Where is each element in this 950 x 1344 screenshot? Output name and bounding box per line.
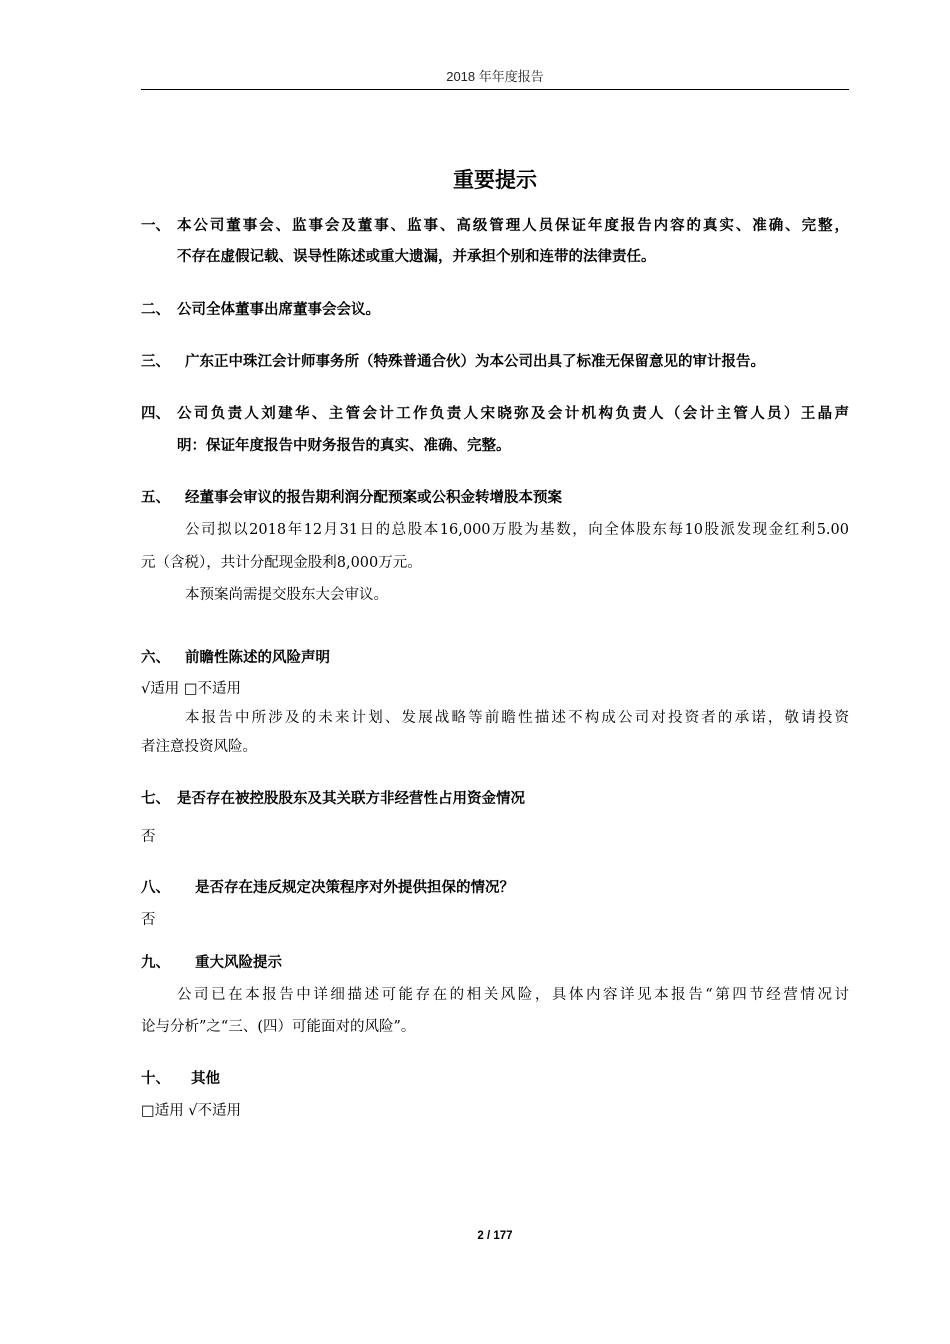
item-7-heading: 是否存在被控股股东及其关联方非经营性占用资金情况 <box>177 791 525 807</box>
item-6-body-line1: 本报告中所涉及的未来计划、发展战略等前瞻性描述不构成公司对投资者的承诺，敬请投资 <box>185 710 849 726</box>
item-7-label: 七、 <box>141 791 170 807</box>
item-6-label: 六、 <box>141 650 170 666</box>
item-1-line1: 本公司董事会、监事会及董事、监事、高级管理人员保证年度报告内容的真实、准确、完整， <box>177 218 849 234</box>
item-1-label: 一、 <box>141 218 170 234</box>
item-4-line2: 明：保证年度报告中财务报告的真实、准确、完整。 <box>177 438 511 454</box>
item-10-label: 十、 <box>141 1071 170 1087</box>
item-9-label: 九、 <box>141 955 170 971</box>
item-3-label: 三、 <box>141 354 170 370</box>
item-5-heading: 经董事会审议的报告期利润分配预案或公积金转增股本预案 <box>185 490 562 506</box>
item-1-line2: 不存在虚假记载、误导性陈述或重大遗漏，并承担个别和连带的法律责任。 <box>177 249 656 265</box>
item-9-body-line2: 论与分析”之“三、(四）可能面对的风险”。 <box>141 1019 416 1035</box>
page-title: 重要提示 <box>453 168 537 192</box>
item-5-body-line1: 公司拟以2018年12月31日的总股本16,000万股为基数，向全体股东每10股派发现金红利5.00 <box>185 522 849 538</box>
item-2-label: 二、 <box>141 302 170 318</box>
item-5-label: 五、 <box>141 490 170 506</box>
page-number: 2 / 177 <box>477 1230 513 1242</box>
item-9-body-line1: 公司已在本报告中详细描述可能存在的相关风险，具体内容详见本报告“第四节经营情况讨 <box>177 987 849 1003</box>
item-4-line1: 公司负责人刘建华、主管会计工作负责人宋晓弥及会计机构负责人（会计主管人员）王晶声 <box>177 406 849 422</box>
page-header: 2018 年年度报告 <box>446 69 544 84</box>
item-8-heading: 是否存在违反规定决策程序对外提供担保的情况？ <box>195 880 514 896</box>
item-5-body-line2: 元（含税），共计分配现金股利8,000万元。 <box>141 555 422 571</box>
item-9-heading: 重大风险提示 <box>195 955 282 971</box>
item-6-body-line2: 者注意投资风险。 <box>141 739 257 755</box>
item-6-applicability: √适用 □不适用 <box>141 681 242 697</box>
item-7-answer: 否 <box>141 829 156 845</box>
item-10-applicability: □适用 √不适用 <box>141 1103 242 1119</box>
item-2-text: 公司全体董事出席董事会会议。 <box>177 302 380 318</box>
item-6-heading: 前瞻性陈述的风险声明 <box>185 650 330 666</box>
item-3-text: 广东正中珠江会计师事务所（特殊普通合伙）为本公司出具了标准无保留意见的审计报告。 <box>185 354 765 370</box>
item-8-answer: 否 <box>141 912 156 928</box>
header-rule <box>141 89 849 90</box>
item-4-label: 四、 <box>141 406 170 422</box>
item-10-heading: 其他 <box>191 1071 220 1087</box>
item-8-label: 八、 <box>141 880 170 896</box>
item-5-body-line3: 本预案尚需提交股东大会审议。 <box>185 587 388 603</box>
